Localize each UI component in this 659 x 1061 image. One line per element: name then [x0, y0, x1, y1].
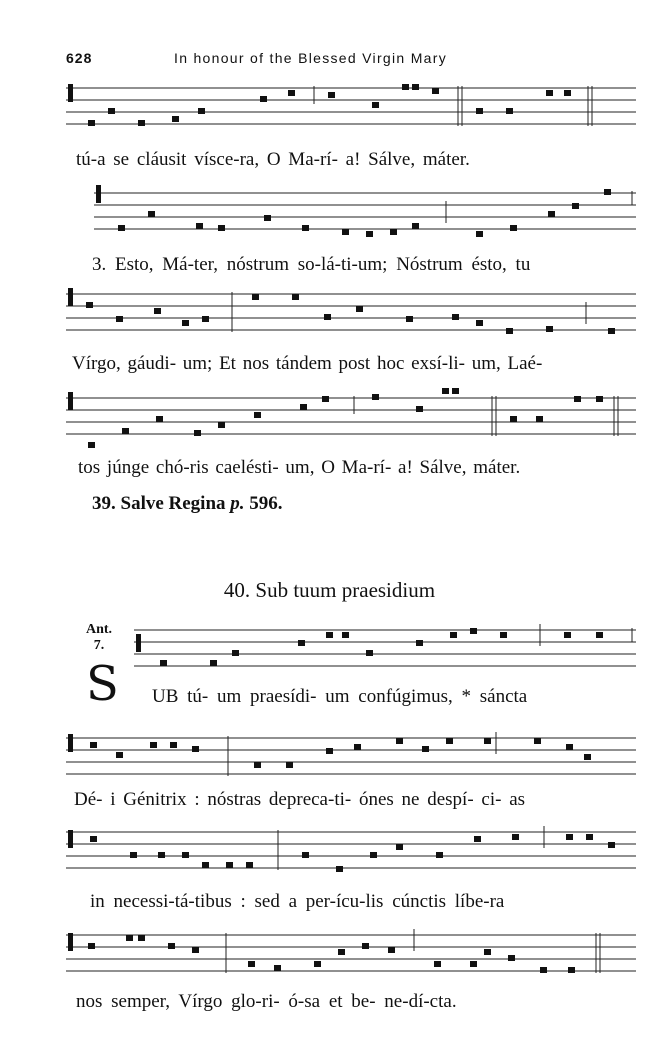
chant-staff-5 — [66, 620, 636, 680]
antiphon-mode-number: 7. — [93, 638, 105, 653]
running-header — [66, 50, 636, 72]
page-number: 628 — [66, 50, 93, 66]
lyric-line-4: tos júnge chó-ris caelésti- um, O Ma-rí- a! Sálve, máter. — [78, 457, 521, 478]
lyric-line-5: UB tú- um praesídi- um confúgimus, * sáncta — [152, 686, 528, 707]
lyric-line-2: 3. Esto, Má-ter, nóstrum so-lá-ti-um; Nóstrum ésto, tu — [92, 254, 531, 275]
chant-staff-8 — [66, 925, 636, 985]
lyric-line-7: in necessi-tá-tibus : sed a per-ícu-lis cúnctis líbe-ra — [90, 891, 505, 912]
antiphon-label: Ant. — [86, 622, 113, 637]
lyric-line-1: tú-a se cláusit vísce-ra, O Ma-rí- a! Sálve, máter. — [76, 149, 470, 170]
ref-page-abbr: p. — [230, 493, 245, 514]
chant-staff-2 — [66, 183, 636, 243]
chant-staff-1 — [66, 78, 636, 138]
ref-number: 39. — [92, 493, 116, 514]
running-title: In honour of the Blessed Virgin Mary — [174, 50, 448, 66]
chant-staff-6 — [66, 728, 636, 788]
chant-staff-7 — [66, 822, 636, 882]
ref-page: 596. — [249, 493, 283, 514]
section-title: 40. Sub tuum praesidium — [223, 578, 436, 602]
cross-reference — [92, 493, 283, 515]
chant-staff-4 — [66, 388, 636, 448]
chant-staff-3 — [66, 284, 636, 344]
lyric-line-6: Dé- i Génitrix : nóstras depreca-ti- ónes ne despí- ci- as — [74, 789, 526, 810]
lyric-line-3: Vírgo, gáudi- um; Et nos tándem post hoc exsí-li- um, Laé- — [72, 353, 543, 374]
lyric-line-8: nos semper, Vírgo glo-ri- ó-sa et be- ne-dí-cta. — [76, 991, 457, 1012]
drop-cap-initial: S — [86, 656, 119, 712]
ref-title: Salve Regina — [120, 493, 226, 514]
